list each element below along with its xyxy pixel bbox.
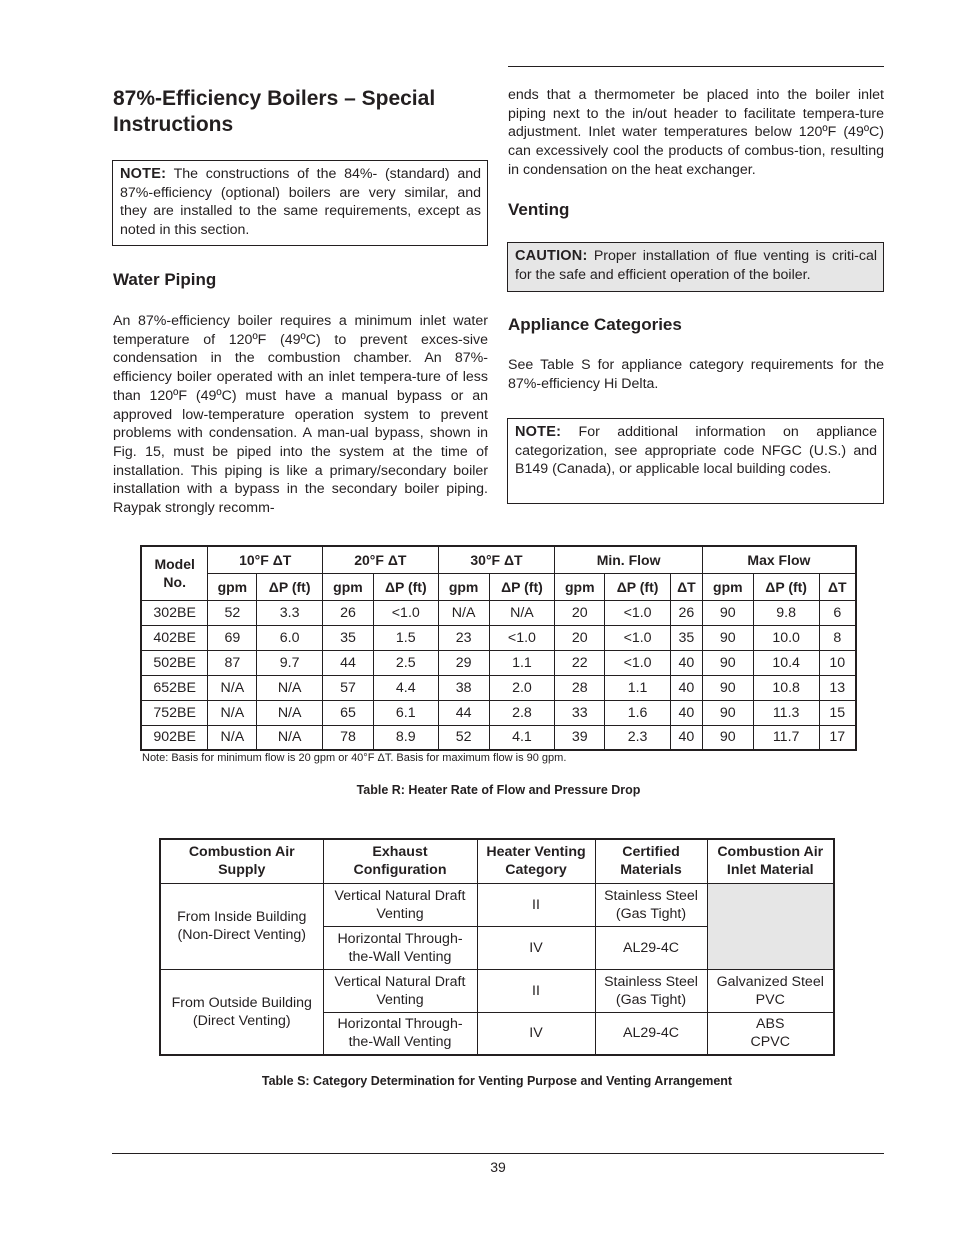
value-cell: 52 xyxy=(438,725,489,750)
table-row xyxy=(141,650,856,675)
value-cell: N/A xyxy=(208,725,257,750)
value-cell: N/A xyxy=(438,600,489,625)
model-cell: 302BE xyxy=(141,600,208,625)
value-cell: <1.0 xyxy=(605,650,671,675)
header-dt: ΔT xyxy=(670,573,702,600)
value-cell: 38 xyxy=(438,675,489,700)
header-gpm: gpm xyxy=(208,573,257,600)
value-cell: 1.1 xyxy=(605,675,671,700)
table-r xyxy=(140,545,857,751)
caution-box xyxy=(507,242,884,292)
header-venting-category: Heater Venting Category xyxy=(477,839,595,883)
venting-heading: Venting xyxy=(508,199,570,219)
value-cell: 4.4 xyxy=(373,675,438,700)
water-piping-heading: Water Piping xyxy=(113,270,217,289)
value-cell: 22 xyxy=(555,650,605,675)
value-cell: 10 xyxy=(819,650,856,675)
value-cell: <1.0 xyxy=(489,625,555,650)
table-s xyxy=(159,838,835,1056)
value-cell: 40 xyxy=(670,700,702,725)
value-cell: N/A xyxy=(208,700,257,725)
header-group: 30°F ΔT xyxy=(438,546,555,573)
table-r-caption: Table R: Heater Rate of Flow and Pressure Drop xyxy=(356,783,641,797)
value-cell: N/A xyxy=(208,675,257,700)
header-dp: ΔP (ft) xyxy=(605,573,671,600)
value-cell: 2.8 xyxy=(489,700,555,725)
value-cell: 90 xyxy=(702,600,753,625)
appliance-categories-heading: Appliance Categories xyxy=(508,315,682,334)
value-cell: 4.1 xyxy=(489,725,555,750)
value-cell: 1.1 xyxy=(489,650,555,675)
appliance-categories-paragraph: See Table S for appliance category requirements for the 87%-efficiency Hi Delta. xyxy=(508,357,884,392)
model-cell: 502BE xyxy=(141,650,208,675)
value-cell: 33 xyxy=(555,700,605,725)
value-cell: 52 xyxy=(208,600,257,625)
materials-cell: Stainless Steel (Gas Tight) xyxy=(595,883,707,926)
value-cell: 57 xyxy=(323,675,374,700)
value-cell: 26 xyxy=(323,600,374,625)
value-cell: 1.5 xyxy=(373,625,438,650)
note-text: The constructions of the 84%- (standard) and 87%-efficiency (optional) boilers are very similar, and they are installed to the same requirements, except as noted in this section. xyxy=(120,166,482,239)
supply-cell: From Outside Building (Direct Venting) xyxy=(160,969,323,1055)
continuation-paragraph: ends that a thermometer be placed into the boiler inlet piping next to the in/out header to facilitate tempera-ture adjustment. Inlet water temperatures below 120ºF (49ºC) can excessively cool the products of combus-tion, resulting in condensation on the heat exchanger. xyxy=(508,87,884,178)
value-cell: 26 xyxy=(670,600,702,625)
header-group: Max Flow xyxy=(702,546,856,573)
header-dt: ΔT xyxy=(819,573,856,600)
value-cell: <1.0 xyxy=(605,600,671,625)
value-cell: 40 xyxy=(670,725,702,750)
header-dp: ΔP (ft) xyxy=(489,573,555,600)
header-gpm: gpm xyxy=(555,573,605,600)
header-dp: ΔP (ft) xyxy=(373,573,438,600)
value-cell: 44 xyxy=(323,650,374,675)
model-cell: 402BE xyxy=(141,625,208,650)
value-cell: 87 xyxy=(208,650,257,675)
value-cell: 13 xyxy=(819,675,856,700)
table-row xyxy=(141,600,856,625)
supply-cell: From Inside Building (Non-Direct Venting) xyxy=(160,883,323,969)
value-cell: 2.0 xyxy=(489,675,555,700)
value-cell: 40 xyxy=(670,675,702,700)
model-cell: 752BE xyxy=(141,700,208,725)
value-cell: 2.3 xyxy=(605,725,671,750)
value-cell: 8 xyxy=(819,625,856,650)
value-cell: 10.4 xyxy=(753,650,819,675)
table-row xyxy=(160,969,834,1012)
value-cell: 15 xyxy=(819,700,856,725)
value-cell: 8.9 xyxy=(373,725,438,750)
header-inlet-material: Combustion Air Inlet Material xyxy=(707,839,834,883)
value-cell: <1.0 xyxy=(373,600,438,625)
header-exhaust-configuration: Exhaust Configuration xyxy=(323,839,477,883)
header-dp: ΔP (ft) xyxy=(753,573,819,600)
value-cell: N/A xyxy=(257,700,323,725)
note-lead: NOTE: xyxy=(120,166,167,182)
value-cell: N/A xyxy=(257,725,323,750)
config-cell: Vertical Natural Draft Venting xyxy=(323,883,477,926)
page-title-text: 87%-Efficiency Boilers – Special Instructions xyxy=(113,87,436,136)
header-gpm: gpm xyxy=(323,573,374,600)
table-s-caption: Table S: Category Determination for Venting Purpose and Venting Arrangement xyxy=(261,1074,733,1088)
page-number: 39 xyxy=(490,1159,506,1175)
value-cell: 90 xyxy=(702,675,753,700)
category-cell: IV xyxy=(477,926,595,969)
top-rule xyxy=(508,66,884,67)
value-cell: 3.3 xyxy=(257,600,323,625)
value-cell: 65 xyxy=(323,700,374,725)
bottom-rule xyxy=(112,1153,884,1154)
value-cell: 17 xyxy=(819,725,856,750)
model-cell: 902BE xyxy=(141,725,208,750)
value-cell: 2.5 xyxy=(373,650,438,675)
materials-cell: AL29-4C xyxy=(595,1012,707,1055)
category-cell: IV xyxy=(477,1012,595,1055)
header-certified-materials: Certified Materials xyxy=(595,839,707,883)
left-column xyxy=(113,86,488,138)
category-cell: II xyxy=(477,883,595,926)
header-gpm: gpm xyxy=(438,573,489,600)
value-cell: 78 xyxy=(323,725,374,750)
table-s-header-row xyxy=(160,839,834,883)
table-r-body xyxy=(141,600,856,750)
caution-lead: CAUTION: xyxy=(515,248,588,264)
value-cell: N/A xyxy=(257,675,323,700)
header-combustion-air-supply: Combustion Air Supply xyxy=(160,839,323,883)
note-box-constructions xyxy=(112,160,488,246)
value-cell: 10.0 xyxy=(753,625,819,650)
table-row xyxy=(160,883,834,926)
value-cell: 90 xyxy=(702,700,753,725)
table-row xyxy=(141,725,856,750)
value-cell: 40 xyxy=(670,650,702,675)
materials-cell: AL29-4C xyxy=(595,926,707,969)
water-piping-paragraph: An 87%-efficiency boiler requires a minimum inlet water temperature of 120ºF (49ºC) to prevent exces-sive condensation in the combustion chamber. An 87%-efficiency boiler operated with an inlet tempera-ture of less than 120ºF (49ºC) must have a manual bypass or an approved low-temperature operation system to prevent problems with condensation. A man-ual bypass, shown in Fig. 15, must be piped into the system at the time of installation. This piping is like a primary/secondary boiler installation with a bypass in the secondary boiler piping. Raypak strongly recomm- xyxy=(113,313,488,517)
value-cell: 90 xyxy=(702,625,753,650)
header-group: 10°F ΔT xyxy=(208,546,323,573)
table-r-footnote: Note: Basis for minimum flow is 20 gpm or 40°F ΔT. Basis for maximum flow is 90 gpm. xyxy=(142,752,567,764)
table-row xyxy=(141,675,856,700)
config-cell: Horizontal Through-the-Wall Venting xyxy=(323,1012,477,1055)
value-cell: 69 xyxy=(208,625,257,650)
value-cell: 90 xyxy=(702,725,753,750)
table-r-header-row-2 xyxy=(141,573,856,600)
header-gpm: gpm xyxy=(702,573,753,600)
value-cell: <1.0 xyxy=(605,625,671,650)
config-cell: Vertical Natural Draft Venting xyxy=(323,969,477,1012)
appliance-categories-section xyxy=(508,315,884,393)
header-group: Min. Flow xyxy=(555,546,703,573)
value-cell: 11.3 xyxy=(753,700,819,725)
value-cell: N/A xyxy=(489,600,555,625)
value-cell: 23 xyxy=(438,625,489,650)
category-cell: II xyxy=(477,969,595,1012)
caution-text: Proper installation of flue venting is criti-cal for the safe and efficient operation of the boiler. xyxy=(515,248,877,283)
inlet-material-cell: Galvanized Steel PVC xyxy=(707,969,834,1012)
value-cell: 35 xyxy=(670,625,702,650)
value-cell: 90 xyxy=(702,650,753,675)
inlet-material-cell-empty xyxy=(707,883,834,969)
header-model: Model No. xyxy=(141,546,208,600)
value-cell: 44 xyxy=(438,700,489,725)
table-row xyxy=(141,625,856,650)
value-cell: 9.8 xyxy=(753,600,819,625)
value-cell: 29 xyxy=(438,650,489,675)
value-cell: 39 xyxy=(555,725,605,750)
header-dp: ΔP (ft) xyxy=(257,573,323,600)
table-row xyxy=(141,700,856,725)
value-cell: 1.6 xyxy=(605,700,671,725)
note-text: For additional information on appliance categorization, see appropriate code NFGC (U.S.) and B149 (Canada), or applicable local building codes. xyxy=(515,424,877,478)
value-cell: 6.1 xyxy=(373,700,438,725)
value-cell: 20 xyxy=(555,625,605,650)
config-cell: Horizontal Through-the-Wall Venting xyxy=(323,926,477,969)
value-cell: 28 xyxy=(555,675,605,700)
note-box-categorization xyxy=(507,418,884,504)
page-title xyxy=(113,86,488,138)
water-piping-section xyxy=(113,270,488,518)
value-cell: 6 xyxy=(819,600,856,625)
header-group: 20°F ΔT xyxy=(323,546,439,573)
inlet-material-cell: ABS CPVC xyxy=(707,1012,834,1055)
value-cell: 20 xyxy=(555,600,605,625)
table-r-header-row-1 xyxy=(141,546,856,573)
value-cell: 10.8 xyxy=(753,675,819,700)
value-cell: 6.0 xyxy=(257,625,323,650)
materials-cell: Stainless Steel (Gas Tight) xyxy=(595,969,707,1012)
model-cell: 652BE xyxy=(141,675,208,700)
value-cell: 9.7 xyxy=(257,650,323,675)
right-column xyxy=(508,86,884,220)
value-cell: 35 xyxy=(323,625,374,650)
value-cell: 11.7 xyxy=(753,725,819,750)
note-lead: NOTE: xyxy=(515,424,562,440)
